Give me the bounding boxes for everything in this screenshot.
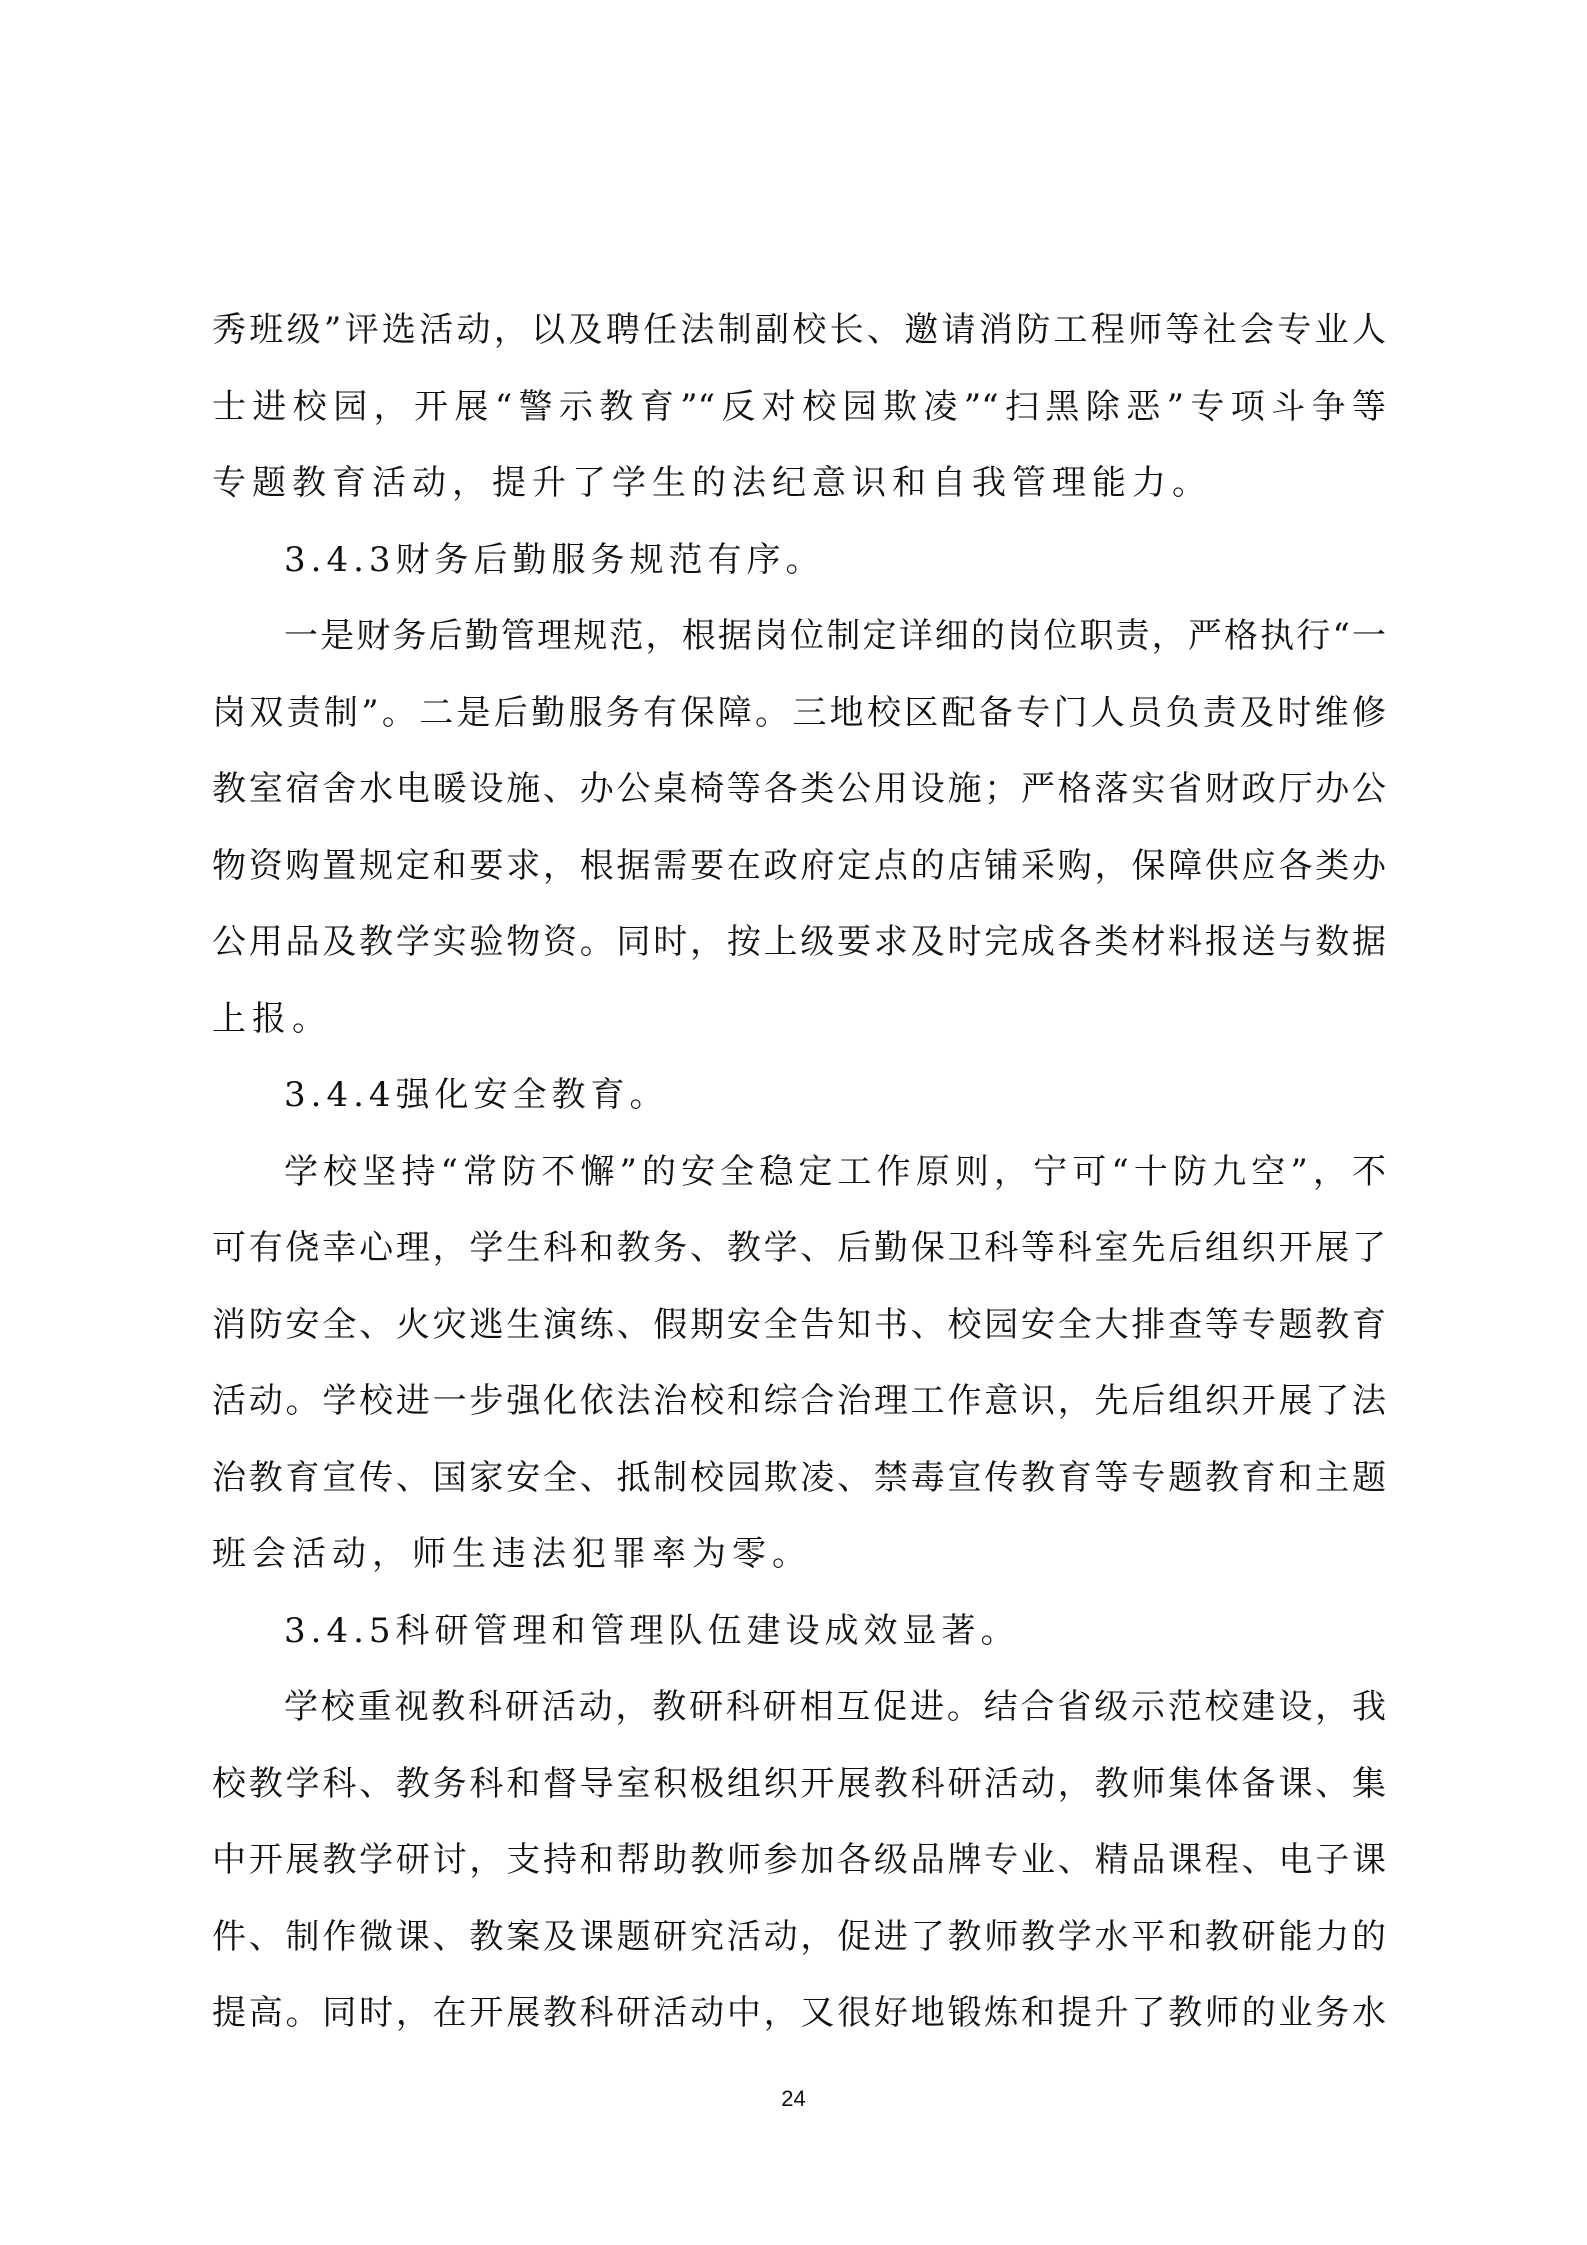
paragraph-line: 一是财务后勤管理规范，根据岗位制定详细的岗位职责，严格执行“一 — [284, 616, 1386, 656]
paragraph-line: 公用品及教学实验物资。同时，按上级要求及时完成各类材料报送与数据 — [212, 922, 1386, 962]
paragraph-line: 物资购置规定和要求，根据需要在政府定点的店铺采购，保障供应各类办 — [212, 845, 1386, 886]
section-heading-3-4-4: 3.4.4强化安全教育。 — [284, 1075, 669, 1115]
page-number: 24 — [781, 2086, 806, 2111]
section-heading-3-4-3: 3.4.3财务后勤服务规范有序。 — [284, 539, 825, 580]
paragraph-line: 教室宿舍水电暖设施、办公桌椅等各类公用设施；严格落实省财政厅办公 — [212, 769, 1386, 809]
paragraph-line: 件、制作微课、教案及课题研究活动，促进了教师教学水平和教研能力的 — [212, 1916, 1386, 1957]
section-heading-3-4-5: 3.4.5科研管理和管理队伍建设成效显著。 — [284, 1610, 1020, 1651]
paragraph-line: 治教育宣传、国家安全、抵制校园欺凌、禁毒宣传教育等专题教育和主题 — [212, 1457, 1386, 1498]
paragraph-line: 班会活动，师生违法犯罪率为零。 — [212, 1534, 812, 1574]
paragraph-line: 岗双责制”。二是后勤服务有保障。三地校区配备专门人员负责及时维修 — [212, 692, 1386, 733]
paragraph-line: 专题教育活动，提升了学生的法纪意识和自我管理能力。 — [212, 463, 1212, 503]
paragraph-line: 提高。同时，在开展教科研活动中，又很好地锻炼和提升了教师的业务水 — [212, 1993, 1386, 2033]
paragraph-line: 上报。 — [212, 998, 332, 1039]
paragraph-line: 校教学科、教务科和督导室积极组织开展教科研活动，教师集体备课、集 — [212, 1763, 1386, 1804]
paragraph-line: 消防安全、火灾逃生演练、假期安全告知书、校园安全大排查等专题教育 — [212, 1304, 1386, 1345]
paragraph-line: 活动。学校进一步强化依法治校和综合治理工作意识，先后组织开展了法 — [212, 1381, 1386, 1421]
paragraph-line: 秀班级”评选活动，以及聘任法制副校长、邀请消防工程师等社会专业人 — [212, 310, 1386, 350]
paragraph-line: 士进校园，开展“警示教育”“反对校园欺凌”“扫黑除恶”专项斗争等 — [212, 386, 1386, 427]
paragraph-line: 学校坚持“常防不懈”的安全稳定工作原则，宁可“十防九空”，不 — [284, 1151, 1386, 1192]
paragraph-line: 学校重视教科研活动，教研科研相互促进。结合省级示范校建设，我 — [284, 1687, 1386, 1727]
paragraph-line: 可有侥幸心理，学生科和教务、教学、后勤保卫科等科室先后组织开展了 — [212, 1228, 1386, 1268]
body-text — [212, 292, 1386, 2052]
paragraph-line: 中开展教学研讨，支持和帮助教师参加各级品牌专业、精品课程、电子课 — [212, 1840, 1386, 1880]
